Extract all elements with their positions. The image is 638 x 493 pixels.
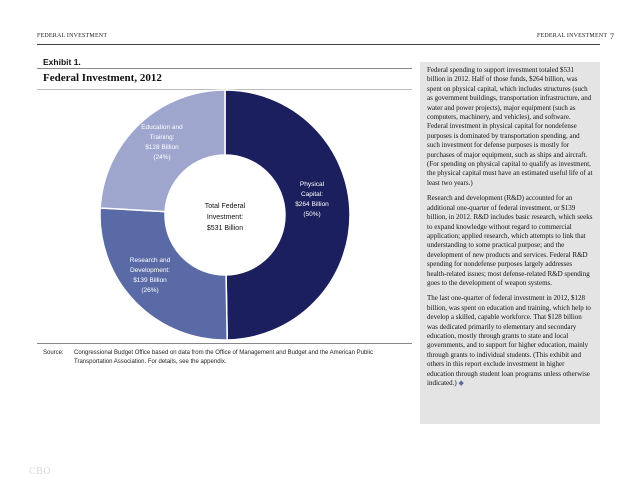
- cbo-watermark: CBO: [29, 466, 52, 477]
- slice-physical-capital: [225, 90, 350, 340]
- slice-label-line: (50%): [303, 211, 321, 218]
- slice-label-line: $139 Billion: [133, 277, 167, 284]
- exhibit-bottom-rule: [37, 343, 412, 344]
- exhibit-label: Exhibit 1.: [43, 57, 81, 67]
- exhibit-title: Federal Investment, 2012: [43, 72, 162, 84]
- slice-label-line: Training:: [149, 134, 175, 141]
- running-header-left: FEDERAL INVESTMENT: [37, 33, 108, 39]
- sidebar-paragraph: Federal spending to support investment totaled $531 billion in 2012. Half of those funds, $264 billion, was spent on physical capital, which includes structures (such as government buildings, transportation infrastructure, and water and power projects), major equipment (such as computers, machinery, and vehicles), and software. Federal investment in physical capital for nondefense purposes is dominated by transportation spending, and such investment for defense purposes is mostly for purchases of major equipment, such as ships and aircraft. (For spending on physical capital to qualify as investment, the physical capital must have an estimated useful life of at least two years.): [427, 66, 593, 187]
- slice-label-line: $128 Billion: [145, 144, 179, 151]
- center-label-line: Total Federal: [204, 203, 246, 210]
- sidebar-paragraph: [427, 294, 593, 388]
- slice-label-line: Education and: [141, 124, 183, 131]
- sidebar-paragraph: Research and development (R&D) accounted for an additional one-quarter of federal investment, or $139 billion, in 2012. R&D includes basic research, which seeks to expand knowledge without regard to commercial application; applied research, which attempts to link that understanding to some practical purpose; and the development of new products and services. Federal R&D spending for nondefense purposes largely addresses health-related issues; most defense-related R&D spending goes to the development of weapon systems.: [427, 194, 593, 287]
- running-header-right: FEDERAL INVESTMENT: [537, 33, 608, 39]
- center-label-line: $531 Billion: [206, 225, 244, 232]
- slice-label-line: (24%): [153, 154, 171, 161]
- source-text: Congressional Budget Office based on data from the Office of Management and Budget and the American Public Transportation Association. For details, see the appendix.: [74, 350, 373, 365]
- end-mark-icon: ◆: [458, 379, 464, 387]
- sidebar-paragraph-text: The last one-quarter of federal investment in 2012, $128 billion, was spent on education and training, which help to develop a skilled, capable workforce. That $128 billion was dedicated primarily to elementary and secondary education, mostly through grants to state and local governments, and to support for higher education, mainly through grants to individual students. (This exhibit and others in this report exclude investment in higher education through student loan programs unless otherwise indicated.): [427, 294, 591, 387]
- center-label-line: Investment:: [206, 214, 244, 221]
- slice-label-line: Physical: [299, 181, 325, 188]
- slice-label-line: (26%): [141, 287, 159, 294]
- sidebar-text: [427, 66, 593, 394]
- slice-label-line: Capital:: [300, 191, 324, 198]
- page-number: 7: [610, 32, 614, 41]
- source-label: Source:: [43, 350, 64, 356]
- center-label: [205, 203, 246, 232]
- slice-label-line: $264 Billion: [295, 201, 329, 208]
- slice-label-line: Development:: [129, 267, 171, 274]
- slice-label-line: Research and: [129, 257, 171, 264]
